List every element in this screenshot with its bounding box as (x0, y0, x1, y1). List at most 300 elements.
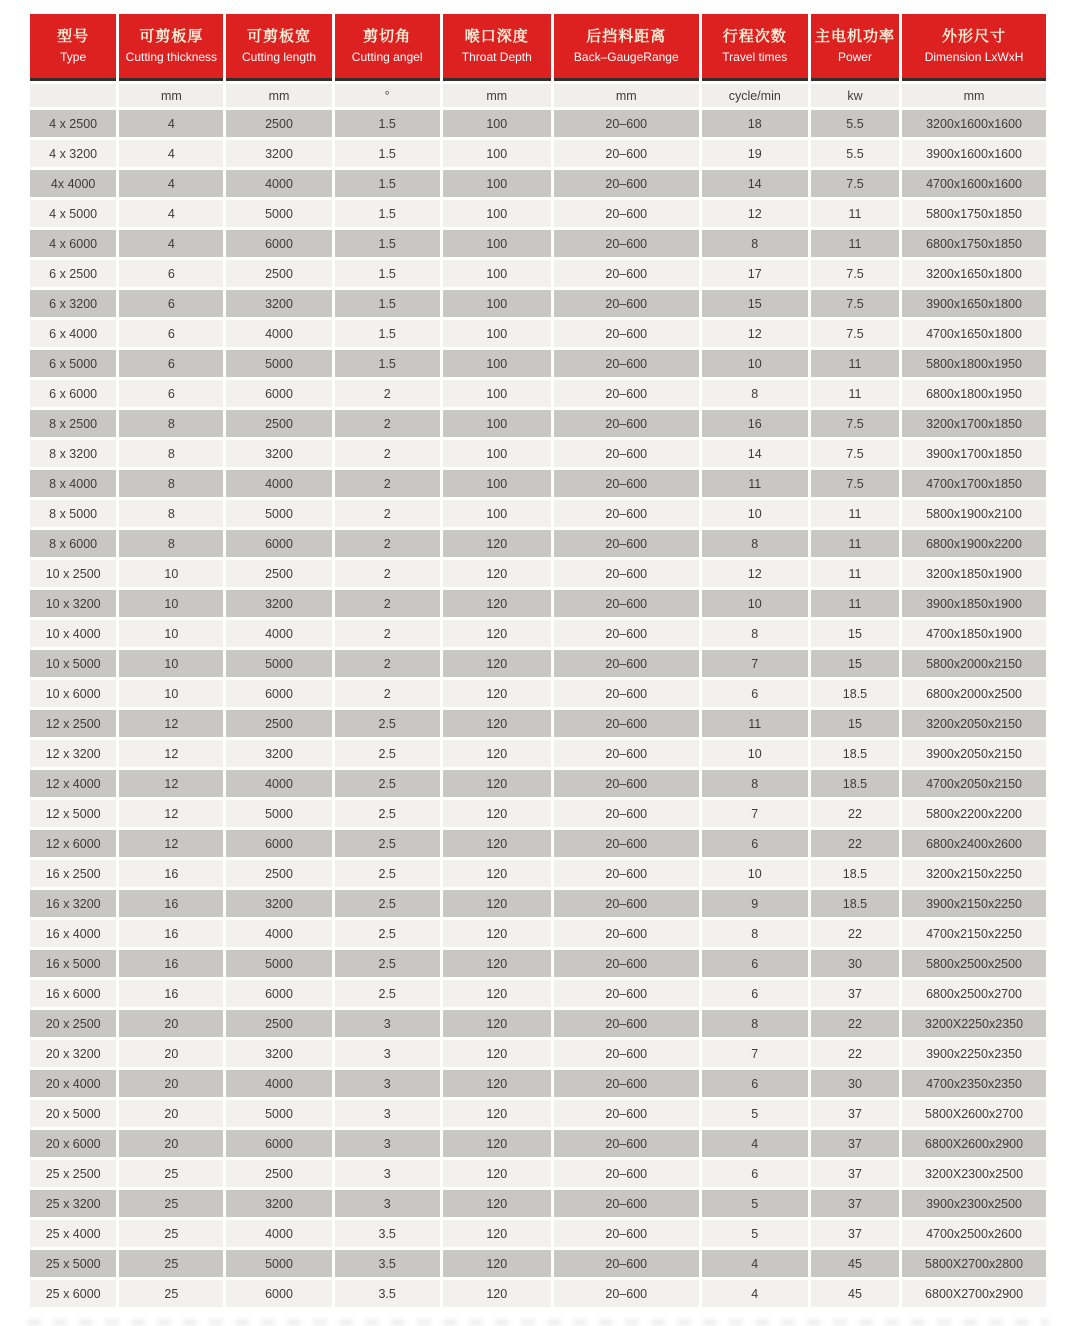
cell: 5000 (226, 350, 331, 377)
cell: 3 (335, 1130, 440, 1157)
cell: 2500 (226, 110, 331, 137)
cell: 16 (119, 920, 223, 947)
type-cell: 8 x 3200 (30, 440, 116, 467)
cell: 4 (119, 110, 223, 137)
cell: 12 (702, 200, 808, 227)
cell: 11 (702, 470, 808, 497)
type-cell: 12 x 5000 (30, 800, 116, 827)
cell: 7.5 (811, 440, 899, 467)
cell: 12 (702, 320, 808, 347)
cell: 100 (443, 290, 551, 317)
table-row (30, 380, 1046, 407)
cell: 10 (119, 680, 223, 707)
cell: 25 (119, 1190, 223, 1217)
cell: 8 (119, 500, 223, 527)
cell: 4 (702, 1130, 808, 1157)
table-row (30, 590, 1046, 617)
cell: 4000 (226, 920, 331, 947)
cell: 5.5 (811, 140, 899, 167)
table-row (30, 710, 1046, 737)
cell: 120 (443, 770, 551, 797)
cell: 2.5 (335, 950, 440, 977)
type-cell: 8 x 2500 (30, 410, 116, 437)
cell: 11 (811, 560, 899, 587)
cell: 2 (335, 680, 440, 707)
cell: 20–600 (554, 170, 699, 197)
cell: 100 (443, 410, 551, 437)
cell: 5800x2000x2150 (902, 650, 1046, 677)
type-cell: 6 x 2500 (30, 260, 116, 287)
cell: 12 (702, 560, 808, 587)
cell: 2 (335, 440, 440, 467)
cell: 120 (443, 1130, 551, 1157)
cell: 20–600 (554, 380, 699, 407)
cell: 6000 (226, 1280, 331, 1307)
cell: 120 (443, 680, 551, 707)
cell: 20 (119, 1070, 223, 1097)
cell: 8 (702, 230, 808, 257)
cell: 5 (702, 1220, 808, 1247)
column-title-zh: 型号 (57, 28, 90, 45)
cell: 20–600 (554, 290, 699, 317)
unit-cell: mm (226, 84, 331, 107)
cell: 11 (702, 710, 808, 737)
cell: 100 (443, 260, 551, 287)
cell: 100 (443, 500, 551, 527)
cell: 4 (702, 1250, 808, 1277)
cell: 5800x2500x2500 (902, 950, 1046, 977)
table-row (30, 680, 1046, 707)
cell: 7 (702, 650, 808, 677)
table-row (30, 1220, 1046, 1247)
column-title-zh: 后挡料距离 (586, 28, 667, 45)
column-title-zh: 可剪板宽 (247, 28, 312, 45)
cell: 7.5 (811, 170, 899, 197)
cell: 20–600 (554, 860, 699, 887)
unit-cell: mm (902, 84, 1046, 107)
cell: 2.5 (335, 710, 440, 737)
cell: 7.5 (811, 410, 899, 437)
cell: 4 (702, 1280, 808, 1307)
cell: 12 (119, 770, 223, 797)
cell: 6000 (226, 680, 331, 707)
cell: 6800X2700x2900 (902, 1280, 1046, 1307)
table-row (30, 560, 1046, 587)
cell: 3200 (226, 1040, 331, 1067)
cell: 14 (702, 170, 808, 197)
cell: 2500 (226, 710, 331, 737)
cell: 20–600 (554, 800, 699, 827)
cell: 2500 (226, 860, 331, 887)
table-row (30, 410, 1046, 437)
cell: 120 (443, 620, 551, 647)
cell: 6800X2600x2900 (902, 1130, 1046, 1157)
table-row (30, 110, 1046, 137)
cell: 20–600 (554, 560, 699, 587)
type-cell: 6 x 4000 (30, 320, 116, 347)
cell: 3900x1600x1600 (902, 140, 1046, 167)
cell: 120 (443, 830, 551, 857)
cell: 20–600 (554, 830, 699, 857)
column-title-en: Dimension LxWxH (924, 50, 1024, 64)
cell: 3200 (226, 890, 331, 917)
cell: 3 (335, 1040, 440, 1067)
cell: 20–600 (554, 200, 699, 227)
type-cell: 16 x 5000 (30, 950, 116, 977)
cell: 11 (811, 350, 899, 377)
cell: 16 (119, 980, 223, 1007)
table-row (30, 230, 1046, 257)
cell: 6 (119, 320, 223, 347)
table-row (30, 770, 1046, 797)
cell: 3 (335, 1160, 440, 1187)
type-cell: 25 x 3200 (30, 1190, 116, 1217)
units-row (30, 84, 1046, 107)
cell: 15 (702, 290, 808, 317)
cell: 30 (811, 950, 899, 977)
cell: 20–600 (554, 950, 699, 977)
cell: 7.5 (811, 260, 899, 287)
cell: 120 (443, 920, 551, 947)
type-cell: 4x 4000 (30, 170, 116, 197)
type-cell: 8 x 4000 (30, 470, 116, 497)
type-cell: 12 x 6000 (30, 830, 116, 857)
cell: 20–600 (554, 470, 699, 497)
cell: 2 (335, 380, 440, 407)
cell: 2500 (226, 1160, 331, 1187)
column-header-cutting-length (226, 14, 331, 81)
cell: 6000 (226, 380, 331, 407)
cell: 120 (443, 1280, 551, 1307)
type-cell: 16 x 4000 (30, 920, 116, 947)
cell: 11 (811, 530, 899, 557)
cell: 6 (119, 290, 223, 317)
cell: 8 (702, 620, 808, 647)
cell: 3900x2250x2350 (902, 1040, 1046, 1067)
cell: 12 (119, 740, 223, 767)
cell: 4700x1850x1900 (902, 620, 1046, 647)
cell: 3200 (226, 140, 331, 167)
cell: 18.5 (811, 740, 899, 767)
cell: 3200 (226, 740, 331, 767)
cell: 7.5 (811, 290, 899, 317)
cell: 100 (443, 200, 551, 227)
cell: 2.5 (335, 830, 440, 857)
cell: 20–600 (554, 1160, 699, 1187)
cell: 17 (702, 260, 808, 287)
cell: 4700x1600x1600 (902, 170, 1046, 197)
cell: 20–600 (554, 260, 699, 287)
cell: 6 (119, 260, 223, 287)
cell: 20–600 (554, 590, 699, 617)
cell: 5 (702, 1100, 808, 1127)
table-row (30, 950, 1046, 977)
cell: 20–600 (554, 710, 699, 737)
table-row (30, 1250, 1046, 1277)
cell: 5800x1800x1950 (902, 350, 1046, 377)
cell: 4700x2350x2350 (902, 1070, 1046, 1097)
cell: 11 (811, 200, 899, 227)
cell: 20–600 (554, 230, 699, 257)
cell: 11 (811, 590, 899, 617)
type-cell: 20 x 2500 (30, 1010, 116, 1037)
cell: 2.5 (335, 800, 440, 827)
cell: 1.5 (335, 110, 440, 137)
cell: 20–600 (554, 500, 699, 527)
type-cell: 10 x 3200 (30, 590, 116, 617)
type-cell: 16 x 6000 (30, 980, 116, 1007)
cell: 120 (443, 1190, 551, 1217)
cell: 120 (443, 1100, 551, 1127)
cell: 16 (119, 950, 223, 977)
table-row (30, 140, 1046, 167)
cell: 2 (335, 470, 440, 497)
cell: 1.5 (335, 200, 440, 227)
cell: 2.5 (335, 980, 440, 1007)
column-title-zh: 可剪板厚 (139, 28, 204, 45)
cell: 6800x2500x2700 (902, 980, 1046, 1007)
table-row (30, 1130, 1046, 1157)
table-row (30, 290, 1046, 317)
cell: 37 (811, 1220, 899, 1247)
cell: 22 (811, 1010, 899, 1037)
cell: 4700x2150x2250 (902, 920, 1046, 947)
cell: 3 (335, 1070, 440, 1097)
cell: 3200x1650x1800 (902, 260, 1046, 287)
column-title-en: Cutting length (241, 50, 317, 64)
cell: 20–600 (554, 980, 699, 1007)
table-row (30, 650, 1046, 677)
table-row (30, 890, 1046, 917)
cell: 22 (811, 920, 899, 947)
cell: 1.5 (335, 290, 440, 317)
type-cell: 6 x 5000 (30, 350, 116, 377)
column-header-power (811, 14, 899, 81)
table-row (30, 830, 1046, 857)
cell: 20–600 (554, 920, 699, 947)
cell: 10 (702, 500, 808, 527)
column-title-zh: 喉口深度 (464, 28, 529, 45)
cell: 8 (702, 770, 808, 797)
table-row (30, 260, 1046, 287)
cell: 5800x1900x2100 (902, 500, 1046, 527)
type-cell: 12 x 4000 (30, 770, 116, 797)
cell: 4000 (226, 320, 331, 347)
column-title-en: Type (60, 50, 87, 64)
cell: 6800x1750x1850 (902, 230, 1046, 257)
cell: 8 (119, 530, 223, 557)
cell: 20–600 (554, 440, 699, 467)
cell: 20–600 (554, 350, 699, 377)
cell: 8 (119, 410, 223, 437)
cell: 22 (811, 800, 899, 827)
cell: 6000 (226, 530, 331, 557)
cell: 7 (702, 800, 808, 827)
unit-cell: mm (119, 84, 223, 107)
cell: 120 (443, 1160, 551, 1187)
table-row (30, 470, 1046, 497)
cell: 3.5 (335, 1280, 440, 1307)
cell: 6000 (226, 830, 331, 857)
cell: 6 (119, 380, 223, 407)
cell: 4700x1650x1800 (902, 320, 1046, 347)
cell: 3900x1700x1850 (902, 440, 1046, 467)
cell: 5000 (226, 950, 331, 977)
cell: 120 (443, 800, 551, 827)
table-row (30, 1190, 1046, 1217)
type-cell: 4 x 2500 (30, 110, 116, 137)
cell: 3900x2050x2150 (902, 740, 1046, 767)
cell: 2500 (226, 1010, 331, 1037)
type-cell: 12 x 3200 (30, 740, 116, 767)
cell: 20–600 (554, 110, 699, 137)
cell: 5800x2200x2200 (902, 800, 1046, 827)
cell: 100 (443, 350, 551, 377)
cell: 100 (443, 170, 551, 197)
cell: 2 (335, 410, 440, 437)
cell: 8 (119, 470, 223, 497)
cell: 120 (443, 590, 551, 617)
table-row (30, 500, 1046, 527)
type-cell: 4 x 6000 (30, 230, 116, 257)
cell: 120 (443, 1220, 551, 1247)
cell: 100 (443, 440, 551, 467)
type-cell: 12 x 2500 (30, 710, 116, 737)
cell: 37 (811, 1130, 899, 1157)
table-header (30, 14, 1046, 107)
cell: 120 (443, 1250, 551, 1277)
cell: 20–600 (554, 1040, 699, 1067)
cell: 3 (335, 1100, 440, 1127)
type-cell: 10 x 5000 (30, 650, 116, 677)
column-title-zh: 行程次数 (722, 28, 787, 45)
column-title-en: Cutting angel (351, 50, 423, 64)
type-cell: 4 x 3200 (30, 140, 116, 167)
cell: 20–600 (554, 740, 699, 767)
type-cell: 16 x 3200 (30, 890, 116, 917)
cell: 4000 (226, 1220, 331, 1247)
cell: 2.5 (335, 890, 440, 917)
cell: 4000 (226, 470, 331, 497)
cell: 1.5 (335, 140, 440, 167)
cell: 20–600 (554, 620, 699, 647)
cell: 10 (702, 590, 808, 617)
cell: 20–600 (554, 680, 699, 707)
cell: 15 (811, 650, 899, 677)
column-title-en: Back–GaugeRange (573, 50, 679, 64)
cell: 4000 (226, 1070, 331, 1097)
cell: 5000 (226, 1100, 331, 1127)
table-row (30, 980, 1046, 1007)
cell: 7 (702, 1040, 808, 1067)
column-header-cutting-thickness (119, 14, 223, 81)
cell: 3900x2300x2500 (902, 1190, 1046, 1217)
column-title-en: Cutting thickness (125, 50, 218, 64)
table-row (30, 530, 1046, 557)
cell: 20–600 (554, 1010, 699, 1037)
cell: 20–600 (554, 1220, 699, 1247)
cell: 6800x2000x2500 (902, 680, 1046, 707)
cell: 20–600 (554, 1070, 699, 1097)
table-row (30, 1280, 1046, 1307)
cell: 4000 (226, 770, 331, 797)
spec-table (27, 11, 1049, 1310)
type-cell: 20 x 6000 (30, 1130, 116, 1157)
table-row (30, 800, 1046, 827)
cell: 11 (811, 380, 899, 407)
cell: 3900x2150x2250 (902, 890, 1046, 917)
cell: 120 (443, 950, 551, 977)
cell: 2500 (226, 410, 331, 437)
column-header-dimension-lxwxh (902, 14, 1046, 81)
cell: 25 (119, 1160, 223, 1187)
cell: 2.5 (335, 920, 440, 947)
cell: 10 (119, 560, 223, 587)
table-row (30, 1040, 1046, 1067)
unit-cell: mm (443, 84, 551, 107)
cell: 2 (335, 560, 440, 587)
cell: 6 (119, 350, 223, 377)
table-row (30, 1160, 1046, 1187)
column-header-back-gaugerange (554, 14, 699, 81)
cell: 3200 (226, 1190, 331, 1217)
cell: 6 (702, 830, 808, 857)
cell: 1.5 (335, 320, 440, 347)
table-body (30, 110, 1046, 1307)
cell: 10 (119, 590, 223, 617)
cell: 37 (811, 1160, 899, 1187)
cell: 6 (702, 950, 808, 977)
cell: 120 (443, 560, 551, 587)
cell: 4 (119, 200, 223, 227)
table-row (30, 860, 1046, 887)
cell: 10 (119, 650, 223, 677)
cell: 3200X2250x2350 (902, 1010, 1046, 1037)
cell: 4 (119, 230, 223, 257)
cell: 120 (443, 1010, 551, 1037)
cell: 8 (702, 1010, 808, 1037)
cell: 12 (119, 710, 223, 737)
cell: 120 (443, 740, 551, 767)
cell: 4700x2500x2600 (902, 1220, 1046, 1247)
cell: 12 (119, 800, 223, 827)
unit-cell (30, 84, 116, 107)
cell: 20 (119, 1100, 223, 1127)
type-cell: 4 x 5000 (30, 200, 116, 227)
cell: 6000 (226, 980, 331, 1007)
cell: 11 (811, 500, 899, 527)
cell: 16 (702, 410, 808, 437)
cell: 120 (443, 860, 551, 887)
type-cell: 10 x 2500 (30, 560, 116, 587)
type-cell: 8 x 5000 (30, 500, 116, 527)
cell: 45 (811, 1250, 899, 1277)
cell: 120 (443, 650, 551, 677)
column-header-throat-depth (443, 14, 551, 81)
cell: 8 (119, 440, 223, 467)
cell: 20–600 (554, 1130, 699, 1157)
cell: 5 (702, 1190, 808, 1217)
unit-cell: mm (554, 84, 699, 107)
type-cell: 25 x 2500 (30, 1160, 116, 1187)
column-title-en: Power (837, 50, 872, 64)
cell: 5800x1750x1850 (902, 200, 1046, 227)
table-row (30, 170, 1046, 197)
cell: 3200x2150x2250 (902, 860, 1046, 887)
table-row (30, 1100, 1046, 1127)
cell: 20–600 (554, 1250, 699, 1277)
cell: 5000 (226, 1250, 331, 1277)
